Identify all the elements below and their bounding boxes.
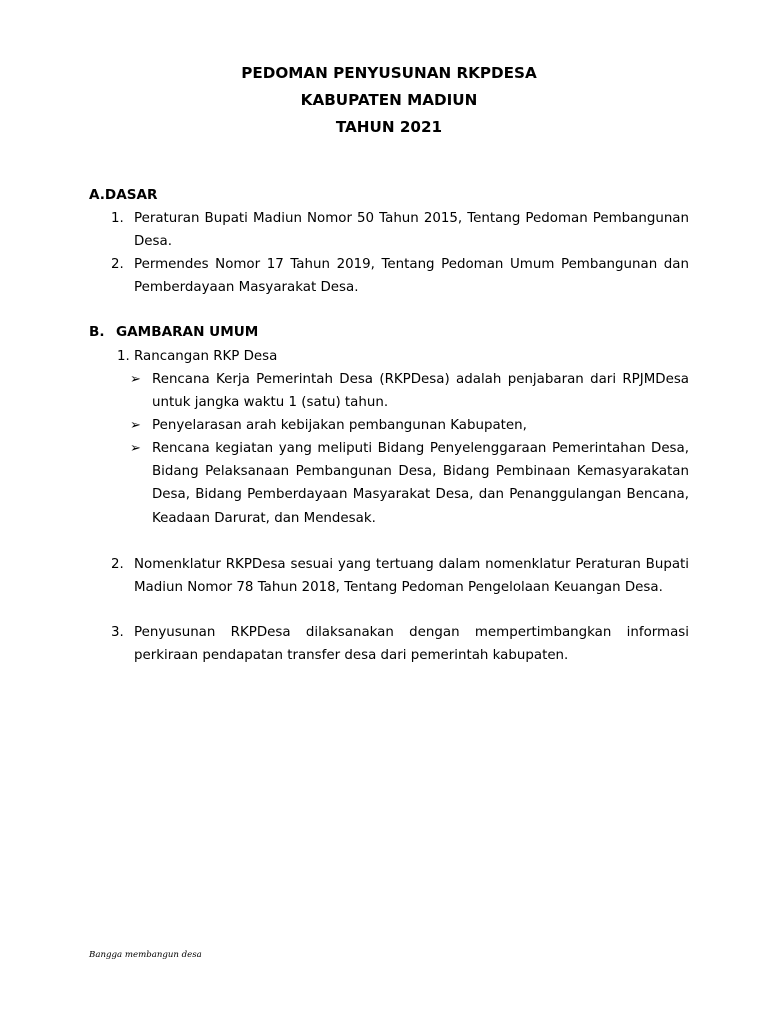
item-text: Penyusunan RKPDesa dilaksanakan dengan mempertimbangkan informasi perkiraan pendapatan transfer desa dari pemerintah kabupaten. <box>134 625 689 664</box>
section-a-item-1 <box>111 207 689 254</box>
item-number: 2. <box>111 557 124 572</box>
item-number: 2. <box>111 257 124 272</box>
item-number: 3. <box>111 625 124 640</box>
item-number: 1. <box>117 349 130 364</box>
bullet-item-2 <box>130 414 689 438</box>
arrow-bullet-icon: ➢ <box>130 418 141 433</box>
section-a-heading: A.DASAR <box>89 187 158 203</box>
page-footer: Bangga membangun desa <box>89 950 202 960</box>
section-b-letter: B. <box>89 324 105 340</box>
bullet-item-3 <box>130 437 689 554</box>
document-title <box>0 60 768 141</box>
section-b-item-2 <box>111 553 689 623</box>
title-line-3: TAHUN 2021 <box>335 118 443 136</box>
arrow-bullet-icon: ➢ <box>130 372 141 387</box>
arrow-bullet-icon: ➢ <box>130 441 141 456</box>
bullet-text: Penyelarasan arah kebijakan pembangunan Kabupaten, <box>152 418 527 433</box>
title-line-1: PEDOMAN PENYUSUNAN RKPDESA <box>241 64 537 82</box>
section-b-title: GAMBARAN UMUM <box>116 324 259 340</box>
item-text: Rancangan RKP Desa <box>134 349 278 364</box>
bullet-text: Rencana Kerja Pemerintah Desa (RKPDesa) adalah penjabaran dari RPJMDesa untuk jangka waktu 1 (satu) tahun. <box>152 372 689 411</box>
item-text: Permendes Nomor 17 Tahun 2019, Tentang Pedoman Umum Pembangunan dan Pemberdayaan Masyarakat Desa. <box>134 257 689 296</box>
section-a-item-2 <box>111 253 689 300</box>
bullet-item-1 <box>130 368 689 415</box>
item-number: 1. <box>111 211 124 226</box>
section-b-heading <box>89 321 258 344</box>
bullet-text: Rencana kegiatan yang meliputi Bidang Penyelenggaraan Pemerintahan Desa, Bidang Pelaksanaan Pembangunan Desa, Bidang Pembinaan Kemasyarakatan Desa, Bidang Pemberdayaan Masyarakat Desa, dan Penanggulangan Bencana, Keadaan Darurat, dan Mendesak. <box>152 441 689 526</box>
item-text: Peraturan Bupati Madiun Nomor 50 Tahun 2015, Tentang Pedoman Pembangunan Desa. <box>134 211 689 250</box>
section-b-item-1 <box>117 345 689 369</box>
section-b-item-3 <box>111 621 689 691</box>
title-line-2: KABUPATEN MADIUN <box>300 91 478 109</box>
item-text: Nomenklatur RKPDesa sesuai yang tertuang dalam nomenklatur Peraturan Bupati Madiun Nomor 78 Tahun 2018, Tentang Pedoman Pengelolaan Keuangan Desa. <box>134 557 689 596</box>
